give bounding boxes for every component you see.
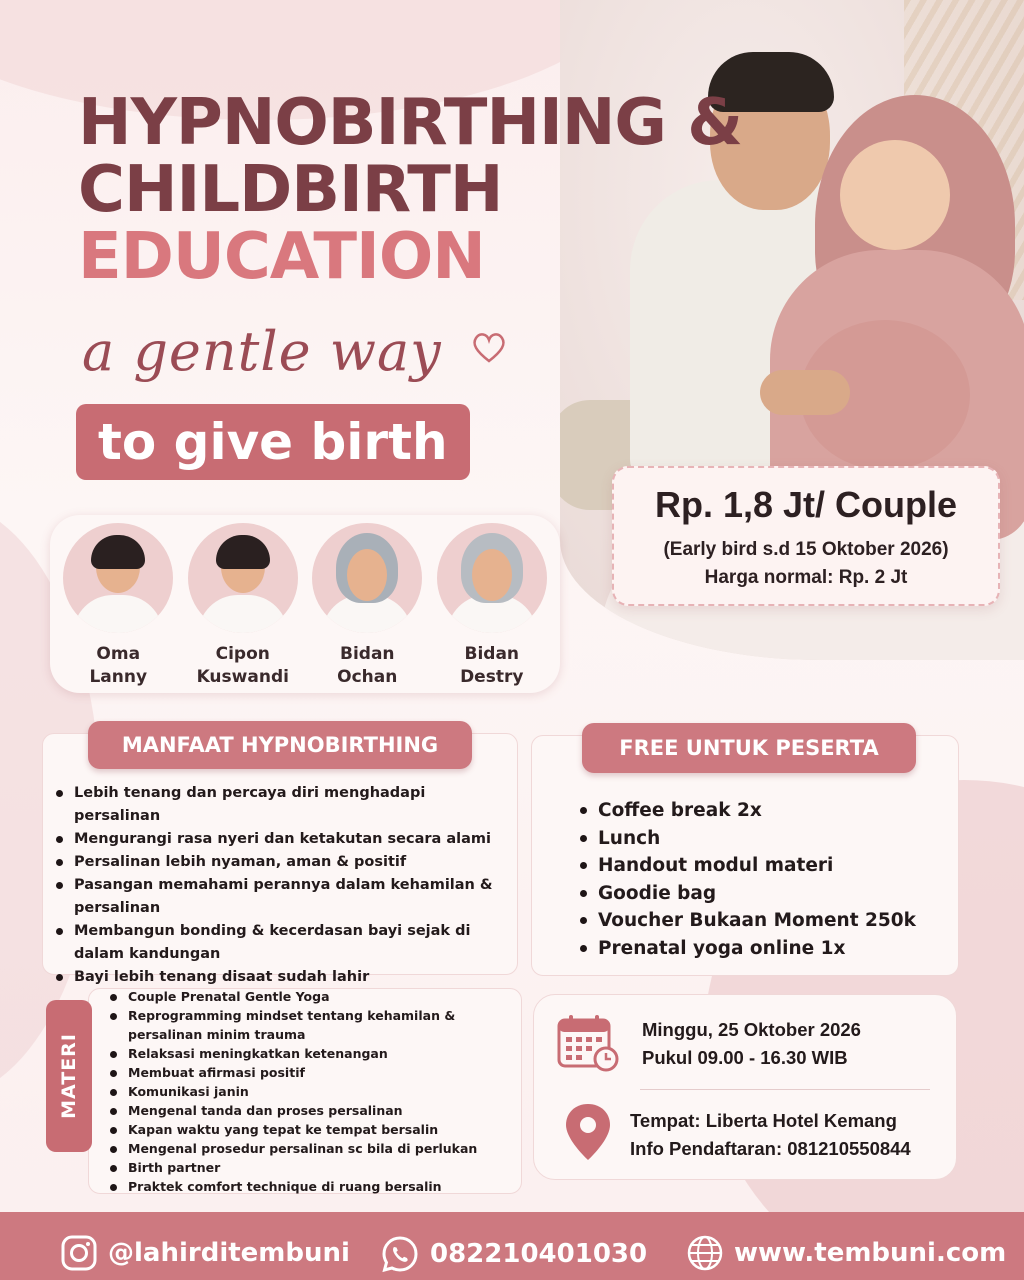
event-time: Pukul 09.00 - 16.30 WIB <box>642 1047 848 1068</box>
materi-list <box>108 987 518 1196</box>
event-date: Minggu, 25 Oktober 2026 <box>642 1019 861 1040</box>
materi-label <box>46 1000 92 1152</box>
list-item: Praktek comfort technique di ruang bersalin <box>108 1177 518 1196</box>
speakers-card <box>50 515 560 693</box>
list-item: Coffee break 2x <box>578 797 938 825</box>
early-bird-text: (Early bird s.d 15 Oktober 2026) <box>663 539 949 560</box>
list-item: Lebih tenang dan percaya diri menghadapi persalinan <box>54 782 514 828</box>
speaker-first-name: Cipon <box>215 644 270 664</box>
speaker-last-name: Destry <box>460 666 524 687</box>
footer-instagram[interactable] <box>60 1234 350 1272</box>
free-label: FREE UNTUK PESERTA <box>582 723 916 773</box>
avatar <box>63 523 173 633</box>
footer-website[interactable] <box>686 1234 1006 1272</box>
calendar-icon <box>556 1012 620 1074</box>
manfaat-label: MANFAAT HYPNOBIRTHING <box>88 721 472 769</box>
list-item: Goodie bag <box>578 880 938 908</box>
tagline-pill: to give birth <box>76 404 470 480</box>
materi-label-text: MATERI <box>58 1033 80 1119</box>
free-list <box>578 797 938 962</box>
list-item: Voucher Bukaan Moment 250k <box>578 907 938 935</box>
list-item: Handout modul materi <box>578 852 938 880</box>
registration-info: Info Pendaftaran: 081210550844 <box>630 1138 911 1159</box>
list-item: Kapan waktu yang tepat ke tempat bersalin <box>108 1120 518 1139</box>
list-item: Mengurangi rasa nyeri dan ketakutan secara alami <box>54 828 514 851</box>
list-item: Prenatal yoga online 1x <box>578 935 938 963</box>
list-item: Reprogramming mindset tentang kehamilan & persalinan minim trauma <box>108 1006 518 1044</box>
location-pin-icon <box>562 1102 614 1162</box>
avatar <box>312 523 422 633</box>
website-url: www.tembuni.com <box>734 1238 1007 1268</box>
speaker <box>184 523 302 693</box>
instagram-handle: @lahirditembuni <box>108 1238 350 1268</box>
speaker-last-name: Lanny <box>89 666 148 687</box>
list-item: Bayi lebih tenang disaat sudah lahir <box>54 966 514 989</box>
event-place: Tempat: Liberta Hotel Kemang <box>630 1110 897 1131</box>
heart-icon <box>470 330 508 364</box>
list-item: Pasangan memahami perannya dalam kehamilan & persalinan <box>54 874 514 920</box>
avatar <box>188 523 298 633</box>
tagline-script: a gentle way <box>82 320 442 383</box>
speaker <box>433 523 551 693</box>
manfaat-list <box>54 782 514 989</box>
title-line-3: EDUCATION <box>78 220 485 295</box>
price-main: Rp. 1,8 Jt/ Couple <box>654 484 958 525</box>
price-card <box>612 466 1000 606</box>
globe-icon <box>686 1234 724 1272</box>
list-item: Mengenal prosedur persalinan sc bila di perlukan <box>108 1139 518 1158</box>
whatsapp-number: 082210401030 <box>430 1239 648 1269</box>
speaker-first-name: Bidan <box>464 644 520 664</box>
list-item: Membangun bonding & kecerdasan bayi sejak di dalam kandungan <box>54 920 514 966</box>
whatsapp-icon <box>380 1234 420 1274</box>
speaker <box>59 523 177 693</box>
footer-whatsapp[interactable] <box>380 1234 647 1274</box>
instagram-icon <box>60 1234 98 1272</box>
list-item: Komunikasi janin <box>108 1082 518 1101</box>
title-line-2: CHILDBIRTH <box>78 153 503 228</box>
list-item: Membuat afirmasi positif <box>108 1063 518 1082</box>
title-line-1: HYPNOBIRTHING & <box>78 86 742 160</box>
list-item: Couple Prenatal Gentle Yoga <box>108 987 518 1006</box>
list-item: Mengenal tanda dan proses persalinan <box>108 1101 518 1120</box>
list-item: Relaksasi meningkatkan ketenangan <box>108 1044 518 1063</box>
list-item: Lunch <box>578 825 938 853</box>
normal-price-text: Harga normal: Rp. 2 Jt <box>704 566 908 588</box>
page-title <box>78 86 742 295</box>
speaker-first-name: Bidan <box>339 644 395 664</box>
speaker-last-name: Ochan <box>337 666 398 687</box>
speaker-last-name: Kuswandi <box>196 666 289 687</box>
speaker-first-name: Oma <box>96 644 141 664</box>
divider <box>640 1089 930 1090</box>
list-item: Persalinan lebih nyaman, aman & positif <box>54 851 514 874</box>
list-item: Birth partner <box>108 1158 518 1177</box>
avatar <box>437 523 547 633</box>
speaker <box>308 523 426 693</box>
